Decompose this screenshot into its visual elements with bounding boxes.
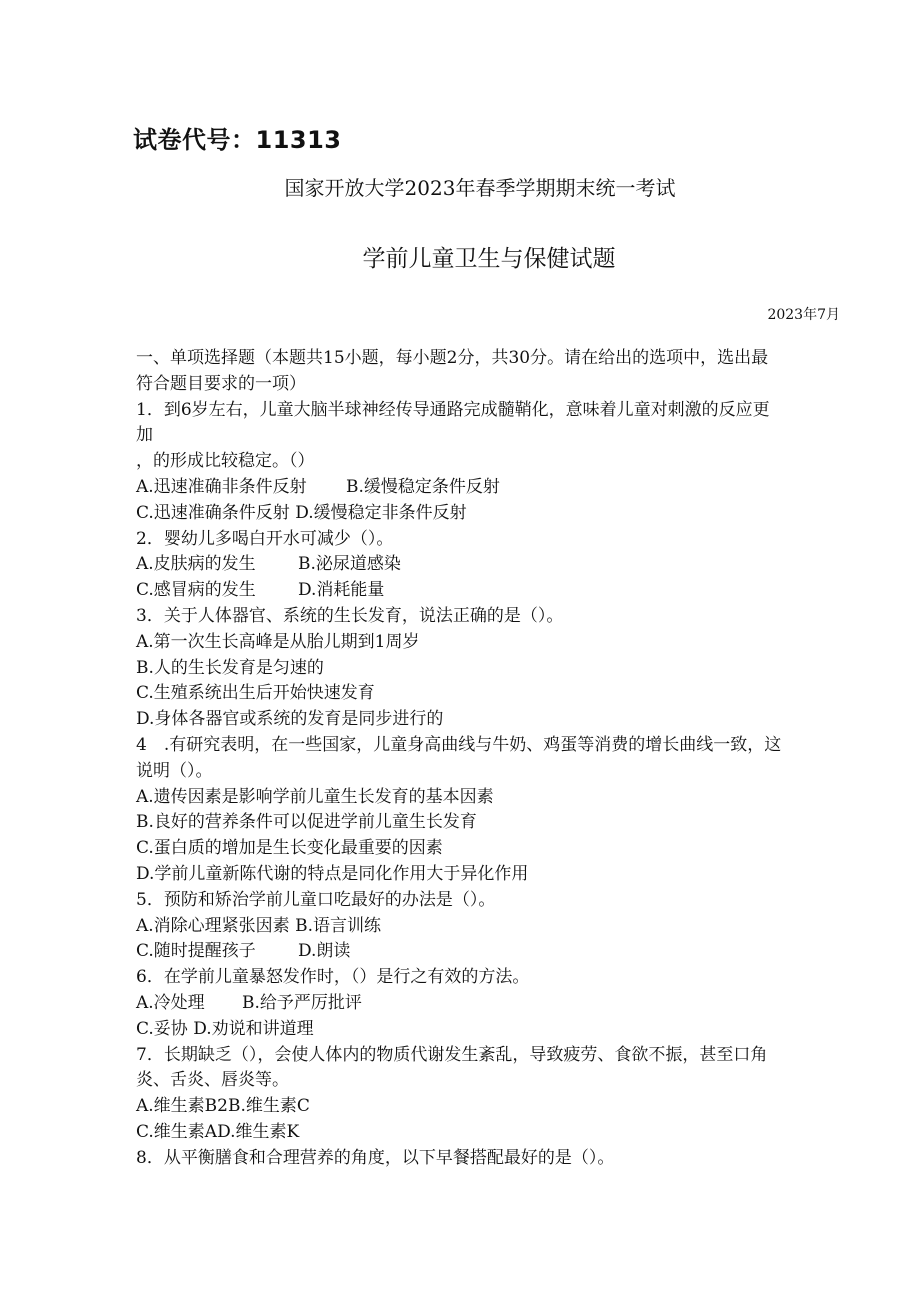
- question-5-options-cd: [136, 939, 846, 965]
- question-7-stem: 7．长期缺乏（），会使人体内的物质代谢发生紊乱，导致疲劳、食欲不振，甚至口角: [136, 1044, 768, 1065]
- question-3-stem: 3．关于人体器官、系统的生长发育，说法正确的是（）。: [136, 605, 564, 626]
- question-2-option-a: A.皮肤病的发生: [136, 554, 256, 575]
- question-4-option-b: B.良好的营养条件可以促进学前儿童生长发育: [136, 812, 477, 833]
- question-3-option-c: C.生殖系统出生后开始快速发育: [136, 683, 375, 704]
- question-4-option-d: D.学前儿童新陈代谢的特点是同化作用大于异化作用: [136, 863, 529, 884]
- question-3-option-d: D.身体各器官或系统的发育是同步进行的: [136, 709, 444, 730]
- section-heading: 一、单项选择题（本题共15小题，每小题2分，共30分。请在给出的选项中，选出最: [136, 348, 769, 368]
- question-2-option-d: D.消耗能量: [298, 580, 385, 601]
- question-3-option-b: B.人的生长发育是匀速的: [136, 657, 324, 678]
- question-7-options-ab: A.维生素B2B.维生素C: [136, 1096, 310, 1117]
- question-5-option-d: D.朗读: [298, 941, 351, 962]
- question-4-option-a: A.遗传因素是影响学前儿童生长发育的基本因素: [136, 786, 494, 807]
- question-2-option-c: C.感冒病的发生: [136, 580, 256, 601]
- question-6-stem: 6．在学前儿童暴怒发作时，（）是行之有效的方法。: [136, 967, 530, 988]
- question-2-options-ab: [136, 552, 846, 578]
- question-1-stem-cont: ，的形成比较稳定。（）: [136, 451, 315, 472]
- section-heading-cont: 符合题目要求的一项）: [136, 373, 306, 394]
- question-4-option-c: C.蛋白质的增加是生长变化最重要的因素: [136, 838, 443, 859]
- question-5-stem: 5．预防和矫治学前儿童口吃最好的办法是（）。: [136, 889, 496, 910]
- question-5-options-ab: A.消除心理紧张因素 B.语言训练: [136, 915, 381, 936]
- question-1-stem-cont: 加: [136, 425, 153, 446]
- question-7-options-cd: C.维生素AD.维生素K: [136, 1121, 300, 1142]
- question-1-stem: 1．到6岁左右，儿童大脑半球神经传导通路完成髓鞘化，意味着儿童对刺激的反应更: [136, 399, 770, 420]
- question-1-option-b: B.缓慢稳定条件反射: [346, 476, 500, 497]
- question-1-option-a: A.迅速准确非条件反射: [136, 476, 307, 497]
- question-6-options-ab: [136, 991, 846, 1017]
- question-1-options-ab: [136, 475, 846, 501]
- question-2-option-b: B.泌尿道感染: [298, 554, 401, 575]
- exam-title: 国家开放大学2023年春季学期期末统一考试: [284, 176, 676, 200]
- question-6-options-cd: C.妥协 D.劝说和讲道理: [136, 1018, 314, 1039]
- subject-title: 学前儿童卫生与保健试题: [362, 246, 616, 272]
- question-4-stem-cont: 说明（）。: [136, 760, 213, 781]
- question-5-option-c: C.随时提醒孩子: [136, 941, 256, 962]
- question-2-stem: 2．婴幼儿多喝白开水可减少（）。: [136, 528, 394, 549]
- question-3-option-a: A.第一次生长高峰是从胎儿期到1周岁: [136, 631, 420, 652]
- question-2-options-cd: [136, 578, 846, 604]
- question-6-option-b: B.给予严厉批评: [242, 992, 362, 1013]
- exam-date: 2023年7月: [767, 307, 840, 323]
- question-content: [136, 346, 846, 1172]
- question-4-stem: 4 .有研究表明，在一些国家，儿童身高曲线与牛奶、鸡蛋等消费的增长曲线一致，这: [136, 734, 782, 755]
- question-1-options-cd: C.迅速准确条件反射 D.缓慢稳定非条件反射: [136, 502, 467, 523]
- paper-code: 试卷代号：11313: [133, 126, 342, 154]
- question-7-stem-cont: 炎、舌炎、唇炎等。: [136, 1070, 289, 1091]
- question-6-option-a: A.冷处理: [136, 992, 205, 1013]
- question-8-stem: 8．从平衡膳食和合理营养的角度，以下早餐搭配最好的是（）。: [136, 1147, 615, 1168]
